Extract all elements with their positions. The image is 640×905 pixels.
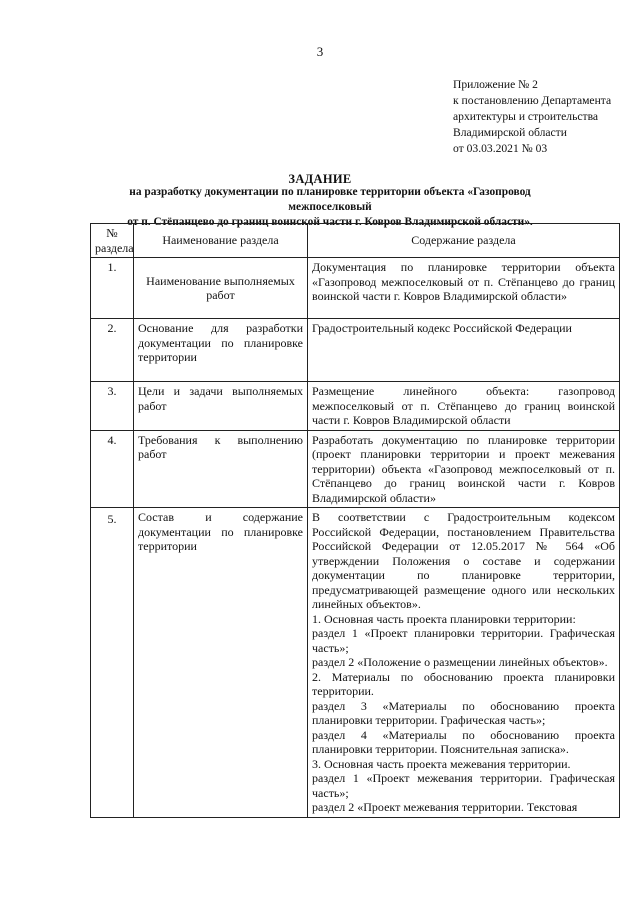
appendix-line: Приложение № 2	[453, 78, 538, 91]
row-content	[308, 382, 620, 431]
row-name: Основание для разработки документации по планировке территории	[134, 319, 308, 382]
table-header-row	[91, 224, 620, 258]
content-paragraph: Размещение линейного объекта: газопровод межпоселковый от п. Стёпанцево до границ воинской части г. Ковров Владимирской области	[312, 384, 615, 427]
content-paragraph: раздел 1 «Проект планировки территории. Графическая часть»;	[312, 626, 615, 655]
content-paragraph: раздел 1 «Проект межевания территории. Графическая часть»;	[312, 771, 615, 800]
row-number: 5.	[91, 508, 134, 818]
header-num: № раздела	[91, 224, 134, 258]
header-content: Содержание раздела	[308, 224, 620, 258]
table-row	[91, 382, 620, 431]
subtitle-line: на разработку документации по планировке территории объекта «Газопровод межпоселковый	[129, 186, 531, 213]
row-number: 2.	[91, 319, 134, 382]
row-content	[308, 319, 620, 382]
content-paragraph: раздел 3 «Материалы по обоснованию проекта планировки территории. Графическая часть»;	[312, 698, 615, 727]
table-row	[91, 430, 620, 508]
appendix-line: Владимирской области	[453, 126, 567, 139]
appendix-line: от 03.03.2021 № 03	[453, 142, 548, 155]
subtitle-line: от п. Стёпанцево до границ воинской части г. Ковров Владимирской области».	[127, 216, 533, 228]
row-number: 1.	[91, 258, 134, 319]
content-paragraph: Градостроительный кодекс Российской Федерации	[312, 321, 572, 335]
row-number: 3.	[91, 382, 134, 431]
content-paragraph: Разработать документацию по планировке территории (проект планировки территории и проект межевания территории) объекта «Газопровод межпоселковый от п. Стёпанцево до границ воинской части г. Ковров Владимирской области»	[312, 432, 615, 505]
row-number: 4.	[91, 430, 134, 508]
content-paragraph: 2. Материалы по обоснованию проекта планировки территории.	[312, 669, 615, 698]
table-row	[91, 508, 620, 818]
content-paragraph: раздел 4 «Материалы по обоснованию проекта планировки территории. Пояснительная записка».	[312, 727, 615, 756]
appendix-block	[453, 77, 611, 157]
table-row	[91, 319, 620, 382]
row-name: Состав и содержание документации по планировке территории	[134, 508, 308, 818]
appendix-line: к постановлению Департамента	[453, 94, 612, 107]
row-content	[308, 508, 620, 818]
content-paragraph: Документация по планировке территории объекта «Газопровод межпоселковый от п. Стёпанцево до границ воинской части г. Ковров Владимирской области»	[312, 260, 615, 303]
row-content	[308, 430, 620, 508]
table-row	[91, 258, 620, 319]
document-title: ЗАДАНИЕ	[288, 172, 352, 186]
content-paragraph: В соответствии с Градостроительным кодексом Российской Федерации, постановлением Правительства Российской Федерации от 12.05.2017 № 564 «Об утверждении Положения о составе и содержании документации по планировке территории, предусматривающей размещение одного или нескольких линейных объектов».	[312, 510, 615, 611]
row-name: Наименование выполняемых работ	[134, 258, 308, 319]
content-paragraph: 1. Основная часть проекта планировки территории:	[312, 611, 576, 626]
row-name: Требования к выполнению работ	[134, 430, 308, 508]
page-number: 3	[316, 44, 324, 59]
content-paragraph: раздел 2 «Положение о размещении линейных объектов».	[312, 655, 608, 669]
content-paragraph: 3. Основная часть проекта межевания территории.	[312, 756, 571, 771]
header-name: Наименование раздела	[134, 224, 308, 258]
appendix-line: архитектуры и строительства	[453, 110, 599, 123]
content-paragraph: раздел 2 «Проект межевания территории. Текстовая	[312, 800, 578, 814]
row-content	[308, 258, 620, 319]
row-name: Цели и задачи выполняемых работ	[134, 382, 308, 431]
task-table	[90, 223, 620, 818]
